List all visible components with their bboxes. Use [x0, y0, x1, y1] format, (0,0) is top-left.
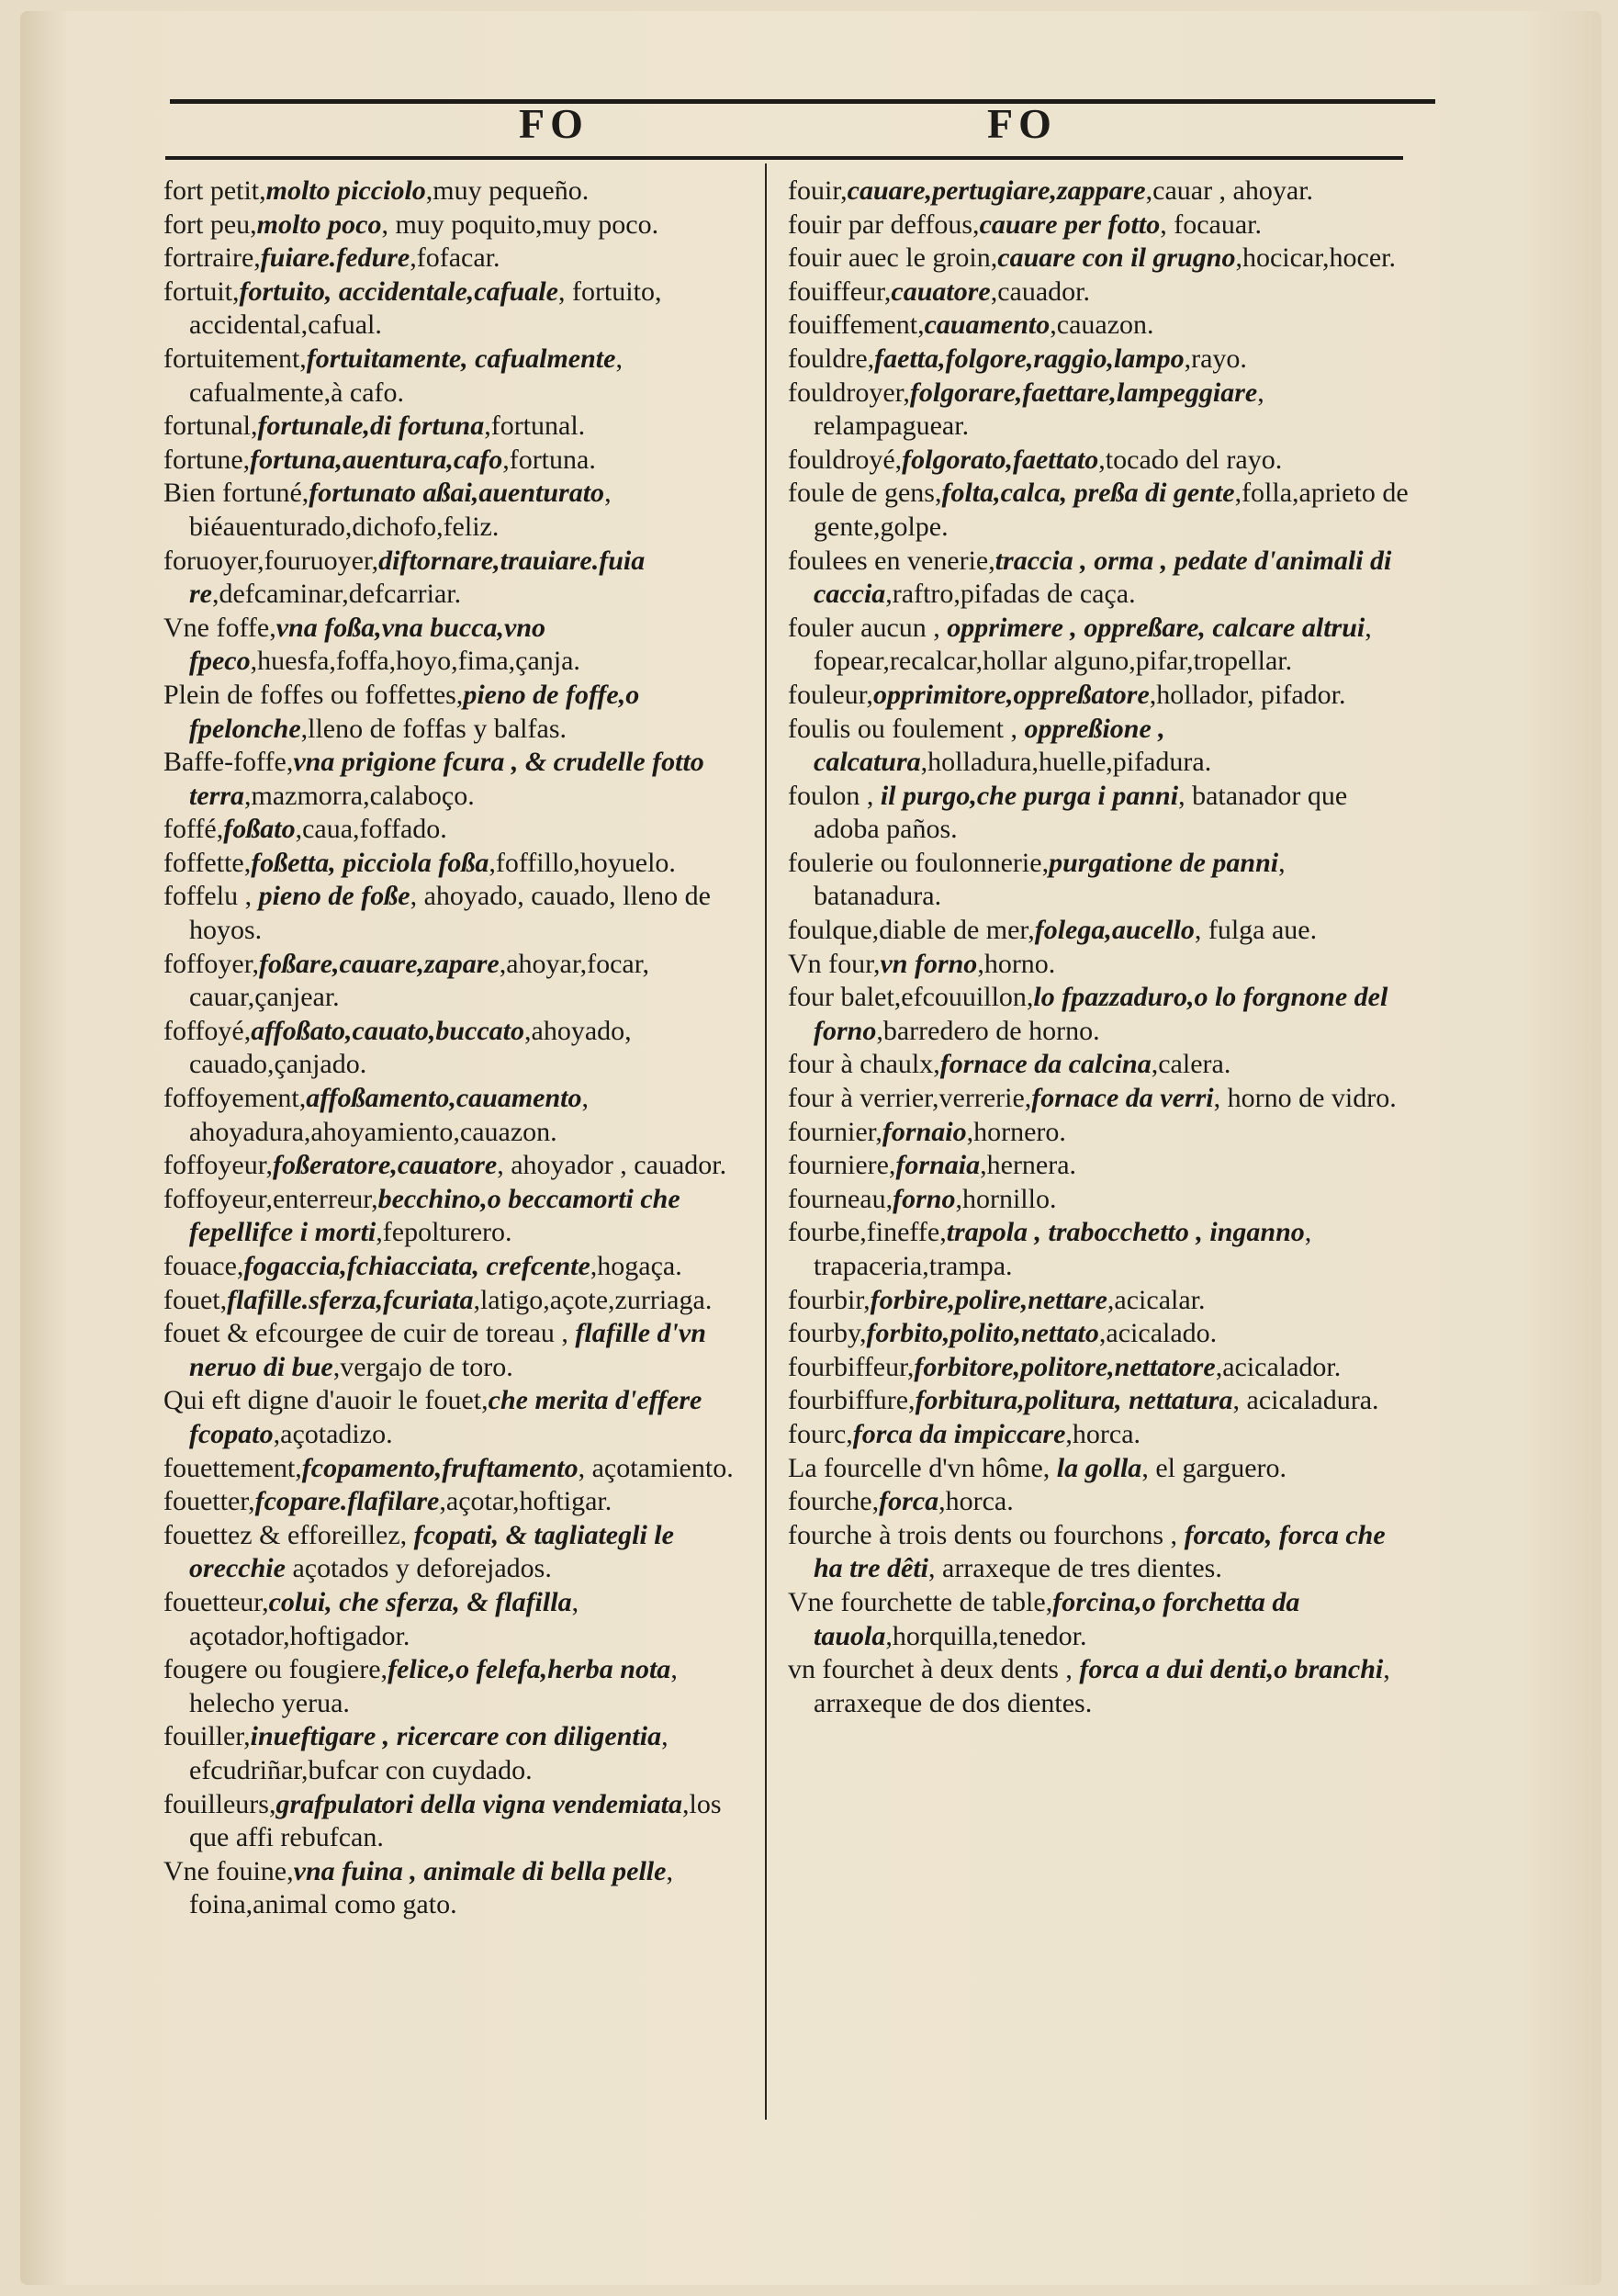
- entry-italian: pieno de foffe,o fpelonche: [189, 679, 640, 744]
- entry-italian: becchino,o beccamorti che fepellifce i morti: [189, 1183, 680, 1248]
- entry-headword: fouilleurs,: [163, 1788, 276, 1819]
- entry-spanish: ,tocado del rayo.: [1098, 444, 1283, 475]
- entry-spanish: ,cauador.: [990, 276, 1090, 307]
- entry-headword: fort peu,: [163, 208, 257, 240]
- entry-spanish: ,vergajo de toro.: [332, 1351, 513, 1382]
- dictionary-entry: [788, 612, 1412, 679]
- entry-spanish: ,muy pequeño.: [425, 175, 590, 206]
- entry-headword: four balet,efcouuillon,: [788, 982, 1034, 1013]
- entry-italian: colui, che sferza, & flafilla: [268, 1586, 572, 1617]
- entry-headword: fouiffeur,: [788, 276, 892, 307]
- entry-italian: fogaccia,fchiacciata, crefcente: [243, 1251, 590, 1281]
- entry-headword: fouettez & efforeillez,: [163, 1519, 414, 1550]
- entry-spanish: ,açotadizo.: [273, 1418, 393, 1449]
- entry-italian: inueftigare , ricercare con diligentia: [250, 1721, 662, 1752]
- entry-italian: felice,o felefa,herba nota: [388, 1654, 671, 1685]
- entry-italian: molto poco: [256, 208, 382, 240]
- entry-italian: fortunato aßai,auenturato: [309, 478, 605, 509]
- entry-headword: fouleur,: [788, 679, 873, 710]
- dictionary-entry: [788, 1183, 1412, 1217]
- entry-italian: fortuito, accidentale,cafuale: [239, 276, 558, 307]
- entry-italian: la golla: [1056, 1452, 1142, 1483]
- entry-spanish: , cafualmente,à cafo.: [189, 343, 623, 408]
- entry-italian: forbitura,politura, nettatura: [915, 1385, 1233, 1416]
- entry-italian: cauare,pertugiare,zappare: [847, 175, 1146, 206]
- entry-headword: fourc,: [788, 1418, 853, 1449]
- dictionary-entry: [788, 1653, 1412, 1720]
- entry-italian: che merita d'effere fcopato: [189, 1385, 702, 1449]
- entry-spanish: ,horca.: [938, 1486, 1014, 1517]
- entry-headword: foulerie ou foulonnerie,: [788, 847, 1050, 878]
- entry-italian: pieno de foße: [258, 881, 410, 912]
- dictionary-entry: [163, 1082, 760, 1149]
- entry-spanish: ,rayo.: [1184, 343, 1247, 374]
- dictionary-entry: [163, 1586, 760, 1653]
- entry-headword: fouldre,: [788, 343, 875, 374]
- entry-spanish: , açotador,hoftigador.: [189, 1586, 579, 1651]
- entry-italian: forbitore,politore,nettatore: [914, 1351, 1216, 1382]
- dictionary-entry: [163, 174, 760, 208]
- dictionary-entry: [788, 545, 1412, 612]
- entry-italian: forno: [893, 1183, 956, 1214]
- entry-spanish: ,fepolturero.: [376, 1217, 512, 1248]
- entry-headword: fougere ou fougiere,: [163, 1654, 388, 1685]
- entry-spanish: , batanador que adoba paños.: [814, 780, 1348, 845]
- entry-italian: fornaio: [882, 1116, 967, 1147]
- entry-spanish: ,hollador, pifador.: [1149, 679, 1346, 710]
- entry-italian: forca a dui denti,o branchi: [1079, 1654, 1384, 1685]
- dictionary-entry: [788, 1519, 1412, 1586]
- entry-spanish: ,acicalado.: [1098, 1318, 1218, 1349]
- entry-italian: folgorato,faettato: [902, 444, 1099, 475]
- entry-spanish: , fortuito, accidental,cafual.: [189, 276, 662, 341]
- header-rule: [165, 156, 1403, 160]
- entry-spanish: ,los que affi rebufcan.: [189, 1788, 722, 1853]
- dictionary-entry: [163, 847, 760, 881]
- dictionary-entry: [788, 780, 1412, 847]
- entry-headword: fouir auec le groin,: [788, 242, 998, 274]
- entry-italian: faetta,folgore,raggio,lampo: [874, 343, 1185, 374]
- dictionary-entry: [163, 343, 760, 410]
- entry-headword: fouiller,: [163, 1721, 251, 1752]
- entry-headword: fourche à trois dents ou fourchons ,: [788, 1519, 1185, 1550]
- dictionary-entry: [163, 276, 760, 343]
- dictionary-entry: [163, 1149, 760, 1183]
- dictionary-entry: [163, 1788, 760, 1855]
- entry-headword: foulque,diable de mer,: [788, 915, 1035, 946]
- dictionary-entry: [163, 1653, 760, 1720]
- entry-spanish: açotados y deforejados.: [285, 1553, 552, 1584]
- entry-italian: fornace da verri: [1031, 1083, 1214, 1114]
- entry-headword: Bien fortuné,: [163, 478, 309, 509]
- entry-headword: foulees en venerie,: [788, 545, 995, 576]
- dictionary-entry: [788, 1048, 1412, 1082]
- entry-italian: trapola , trabocchetto , inganno: [946, 1217, 1305, 1248]
- entry-headword: fouldroyer,: [788, 377, 910, 408]
- entry-italian: fuiare.fedure: [260, 242, 410, 274]
- entry-spanish: ,fofacar.: [410, 242, 500, 274]
- entry-headword: Vne fourchette de table,: [788, 1586, 1053, 1617]
- entry-spanish: , arraxeque de dos dientes.: [814, 1654, 1390, 1718]
- entry-headword: fourche,: [788, 1486, 880, 1517]
- entry-spanish: ,acicalador.: [1215, 1351, 1342, 1382]
- entry-spanish: ,horca.: [1065, 1418, 1141, 1449]
- entry-spanish: , horno de vidro.: [1213, 1083, 1397, 1114]
- dictionary-entry: [788, 1284, 1412, 1318]
- dictionary-entry: [163, 545, 760, 612]
- entry-spanish: ,ahoyar,focar, cauar,çanjear.: [189, 948, 650, 1013]
- entry-headword: fourbir,: [788, 1284, 871, 1315]
- entry-spanish: ,raftro,pifadas de caça.: [885, 579, 1136, 610]
- entry-spanish: , arraxeque de tres dientes.: [928, 1553, 1222, 1584]
- entry-spanish: , focauar.: [1160, 208, 1262, 240]
- entry-spanish: ,holladura,huelle,pifadura.: [920, 747, 1212, 778]
- entry-spanish: ,cauar , ahoyar.: [1145, 175, 1314, 206]
- entry-spanish: , fulga aue.: [1194, 915, 1318, 946]
- entry-headword: Vn four,: [788, 948, 881, 979]
- entry-spanish: ,cauazon.: [1050, 310, 1154, 341]
- entry-italian: folega,aucello: [1034, 915, 1195, 946]
- dictionary-entry: [163, 242, 760, 276]
- dictionary-entry: [788, 948, 1412, 982]
- dictionary-entry: [788, 477, 1412, 544]
- entry-headword: fourbiffeur,: [788, 1351, 915, 1382]
- entry-italian: foßeratore,cauatore: [273, 1150, 498, 1181]
- entry-spanish: ,mazmorra,calaboço.: [244, 780, 475, 811]
- entry-headword: foffelu ,: [163, 881, 259, 912]
- entry-spanish: ,horquilla,tenedor.: [885, 1620, 1087, 1651]
- dictionary-entry: [163, 1317, 760, 1384]
- entry-spanish: , efcudriñar,bufcar con cuydado.: [189, 1721, 669, 1785]
- entry-spanish: ,hernera.: [980, 1150, 1077, 1181]
- entry-headword: fort petit,: [163, 175, 266, 206]
- dictionary-entry: [788, 1418, 1412, 1452]
- dictionary-entry: [788, 847, 1412, 914]
- entry-headword: foffette,: [163, 847, 252, 878]
- entry-italian: fortuna,auentura,cafo: [250, 444, 503, 475]
- entry-headword: Vne fouine,: [163, 1855, 294, 1886]
- dictionary-entry: [163, 1183, 760, 1250]
- dictionary-entry: [788, 1216, 1412, 1283]
- entry-headword: foffoyer,: [163, 948, 260, 979]
- dictionary-entry: [163, 1452, 760, 1486]
- dictionary-entry: [163, 612, 760, 679]
- top-rule: [170, 99, 1435, 104]
- entry-italian: lo fpazzaduro,o lo forgnone del forno: [814, 982, 1388, 1046]
- entry-headword: fourby,: [788, 1318, 867, 1349]
- entry-headword: fouler aucun ,: [788, 612, 948, 643]
- entry-headword: foffoyeur,enterreur,: [163, 1183, 378, 1214]
- entry-spanish: ,defcaminar,defcarriar.: [212, 579, 462, 610]
- entry-italian: fcopamento,fruftamento: [301, 1452, 579, 1483]
- entry-headword: fouet,: [163, 1284, 228, 1315]
- entry-headword: Qui eft digne d'auoir le fouet,: [163, 1385, 489, 1416]
- entry-headword: fouir par deffous,: [788, 208, 980, 240]
- entry-italian: opprimere , oppreßare, calcare altrui: [947, 612, 1365, 643]
- entry-headword: fourbe,fineffe,: [788, 1217, 947, 1248]
- dictionary-entry: [788, 1116, 1412, 1150]
- dictionary-entry: [163, 1485, 760, 1519]
- entry-headword: fortune,: [163, 444, 251, 475]
- left-column: [163, 174, 760, 1922]
- entry-spanish: , muy poquito,muy poco.: [381, 208, 659, 240]
- entry-spanish: ,caua,foffado.: [295, 814, 447, 845]
- dictionary-entry: [788, 276, 1412, 310]
- entry-headword: La fourcelle d'vn hôme,: [788, 1452, 1057, 1483]
- dictionary-entry: [163, 1284, 760, 1318]
- entry-italian: foßare,cauare,zapare: [259, 948, 500, 979]
- entry-italian: diftornare,trauiare.fuia re: [189, 545, 646, 610]
- entry-headword: Baffe-foffe,: [163, 747, 294, 778]
- dictionary-entry: [163, 477, 760, 544]
- entry-headword: fournier,: [788, 1116, 882, 1147]
- entry-italian: cauare con il grugno: [997, 242, 1236, 274]
- entry-spanish: , biéauenturado,dichofo,feliz.: [189, 478, 612, 542]
- entry-italian: il purgo,che purga i panni: [880, 780, 1179, 811]
- entry-italian: cauatore: [891, 276, 991, 307]
- entry-headword: fouetter,: [163, 1486, 255, 1517]
- entry-italian: fornaia: [895, 1150, 981, 1181]
- entry-italian: cauamento: [924, 310, 1051, 341]
- entry-headword: fouir,: [788, 175, 848, 206]
- entry-spanish: ,latigo,açote,zurriaga.: [473, 1284, 713, 1315]
- entry-italian: forbire,polire,nettare: [870, 1284, 1107, 1315]
- entry-italian: purgatione de panni: [1049, 847, 1279, 878]
- entry-italian: flafille.sferza,fcuriata: [227, 1284, 474, 1315]
- dictionary-entry: [163, 444, 760, 478]
- entry-headword: fortuitement,: [163, 343, 307, 374]
- dictionary-entry: [163, 1384, 760, 1451]
- running-head-left: FO: [519, 100, 589, 147]
- dictionary-entry: [163, 1250, 760, 1284]
- dictionary-entry: [163, 679, 760, 746]
- entry-spanish: ,açotar,hoftigar.: [439, 1486, 612, 1517]
- entry-headword: four à chaulx,: [788, 1049, 940, 1080]
- entry-headword: foffoyé,: [163, 1015, 252, 1046]
- entry-headword: foffoyement,: [163, 1083, 307, 1114]
- entry-italian: fcopare.flafilare: [254, 1486, 440, 1517]
- entry-italian: affoßato,cauato,buccato: [251, 1015, 525, 1046]
- dictionary-entry: [788, 343, 1412, 377]
- entry-headword: foule de gens,: [788, 478, 942, 509]
- dictionary-entry: [163, 1015, 760, 1082]
- entry-italian: grafpulatori della vigna vendemiata: [275, 1788, 682, 1819]
- entry-italian: folgorare,faettare,lampeggiare: [909, 377, 1258, 408]
- entry-headword: vn fourchet à deux dents ,: [788, 1654, 1080, 1685]
- entry-headword: foffoyeur,: [163, 1150, 274, 1181]
- entry-headword: fortunal,: [163, 411, 258, 442]
- dictionary-entry: [788, 444, 1412, 478]
- entry-italian: affoßamento,cauamento: [306, 1083, 582, 1114]
- entry-italian: forcato, forca che ha tre dêti: [814, 1519, 1386, 1584]
- entry-headword: fourneau,: [788, 1183, 893, 1214]
- entry-headword: Plein de foffes ou foffettes,: [163, 679, 464, 710]
- running-head-right: FO: [987, 100, 1057, 147]
- entry-italian: vna prigione fcura , & crudelle fotto terra: [189, 747, 704, 811]
- entry-spanish: ,folla,aprieto de gente,golpe.: [814, 478, 1409, 542]
- entry-spanish: ,hocicar,hocer.: [1235, 242, 1397, 274]
- entry-headword: fouet & efcourgee de cuir de toreau ,: [163, 1318, 576, 1349]
- dictionary-entry: [788, 309, 1412, 343]
- column-divider: [765, 163, 767, 2120]
- dictionary-entry: [788, 1317, 1412, 1351]
- entry-italian: traccia , orma , pedate d'animali di caccia: [814, 545, 1392, 610]
- entry-headword: fortuit,: [163, 276, 240, 307]
- dictionary-entry: [163, 880, 760, 947]
- entry-headword: fouetteur,: [163, 1586, 269, 1617]
- entry-spanish: , ahoyador , cauador.: [497, 1150, 727, 1181]
- entry-headword: fouettement,: [163, 1452, 302, 1483]
- entry-spanish: , trapaceria,trampa.: [814, 1217, 1312, 1281]
- entry-italian: vn forno: [880, 948, 978, 979]
- dictionary-entry: [163, 410, 760, 444]
- entry-spanish: ,lleno de foffas y balfas.: [300, 713, 567, 744]
- entry-italian: fortuitamente, cafualmente: [306, 343, 616, 374]
- entry-spanish: , ahoyado, cauado, lleno de hoyos.: [189, 881, 711, 946]
- entry-italian: flafille d'vn neruo di bue: [189, 1318, 706, 1382]
- entry-italian: folta,calca, preßa di gente: [941, 478, 1235, 509]
- entry-italian: forcina,o forchetta da tauola: [814, 1586, 1300, 1651]
- dictionary-entry: [788, 713, 1412, 780]
- entry-italian: fornace da calcina: [939, 1049, 1152, 1080]
- dictionary-entry: [163, 1720, 760, 1787]
- dictionary-entry: [788, 1149, 1412, 1183]
- entry-headword: Vne foffe,: [163, 612, 276, 643]
- entry-spanish: ,huesfa,foffa,hoyo,fima,çanja.: [250, 646, 580, 677]
- entry-spanish: ,hogaça.: [590, 1251, 682, 1281]
- entry-italian: fcopati, & tagliategli le orecchie: [189, 1519, 674, 1584]
- entry-spanish: , batanadura.: [814, 847, 1286, 912]
- entry-italian: forca: [879, 1486, 939, 1517]
- entry-spanish: ,hornero.: [966, 1116, 1066, 1147]
- entry-headword: foulis ou foulement ,: [788, 713, 1025, 744]
- entry-spanish: ,fortunal.: [484, 411, 586, 442]
- dictionary-entry: [788, 1384, 1412, 1418]
- dictionary-entry: [788, 208, 1412, 242]
- entry-italian: vna fuina , animale di bella pelle: [293, 1855, 667, 1886]
- entry-headword: fouace,: [163, 1251, 244, 1281]
- entry-italian: molto picciolo: [265, 175, 426, 206]
- dictionary-entry: [788, 242, 1412, 276]
- entry-italian: forca da impiccare: [852, 1418, 1066, 1449]
- entry-italian: vna foßa,vna bucca,vno fpeco: [189, 612, 546, 677]
- entry-italian: oppreßione , calcatura: [814, 713, 1165, 778]
- dictionary-entry: [788, 1082, 1412, 1116]
- entry-headword: foulon ,: [788, 780, 881, 811]
- entry-headword: fouiffement,: [788, 310, 925, 341]
- dictionary-entry: [163, 813, 760, 847]
- entry-italian: cauare per fotto: [979, 208, 1161, 240]
- entry-headword: foffé,: [163, 814, 224, 845]
- entry-italian: fortunale,di fortuna: [257, 411, 485, 442]
- entry-headword: fortraire,: [163, 242, 261, 274]
- entry-italian: forbito,polito,nettato: [866, 1318, 1099, 1349]
- dictionary-entry: [163, 208, 760, 242]
- dictionary-entry: [788, 174, 1412, 208]
- entry-spanish: , relampaguear.: [814, 377, 1264, 442]
- dictionary-entry: [788, 679, 1412, 713]
- entry-spanish: , el garguero.: [1141, 1452, 1287, 1483]
- right-column: [788, 174, 1412, 1720]
- entry-headword: fourniere,: [788, 1150, 896, 1181]
- dictionary-entry: [788, 914, 1412, 948]
- dictionary-entry: [788, 1351, 1412, 1385]
- dictionary-entry: [788, 1452, 1412, 1486]
- entry-spanish: ,ahoyado, cauado,çanjado.: [189, 1015, 632, 1080]
- entry-spanish: ,calera.: [1151, 1049, 1231, 1080]
- dictionary-entry: [788, 1586, 1412, 1653]
- entry-spanish: , acicaladura.: [1232, 1385, 1379, 1416]
- entry-spanish: ,fortuna.: [502, 444, 596, 475]
- dictionary-entry: [163, 948, 760, 1015]
- entry-spanish: ,horno.: [977, 948, 1056, 979]
- entry-spanish: ,barredero de horno.: [876, 1015, 1100, 1046]
- entry-spanish: , fopear,recalcar,hollar alguno,pifar,tropellar.: [814, 612, 1372, 677]
- entry-italian: opprimitore,oppreßatore: [872, 679, 1150, 710]
- entry-spanish: ,hornillo.: [955, 1183, 1057, 1214]
- entry-headword: four à verrier,verrerie,: [788, 1083, 1032, 1114]
- dictionary-entry: [163, 1855, 760, 1922]
- entry-spanish: ,foffillo,hoyuelo.: [489, 847, 676, 878]
- dictionary-entry: [163, 1519, 760, 1586]
- entry-italian: foßato: [223, 814, 296, 845]
- entry-italian: foßetta, picciola foßa: [251, 847, 489, 878]
- entry-spanish: , ahoyadura,ahoyamiento,cauazon.: [189, 1083, 590, 1147]
- entry-headword: foruoyer,fouruoyer,: [163, 545, 379, 576]
- entry-spanish: , helecho yerua.: [189, 1654, 678, 1718]
- dictionary-entry: [788, 981, 1412, 1048]
- dictionary-entry: [163, 746, 760, 813]
- dictionary-entry: [788, 1485, 1412, 1519]
- entry-spanish: , foina,animal como gato.: [189, 1855, 673, 1920]
- entry-spanish: , açotamiento.: [578, 1452, 734, 1483]
- entry-headword: fourbiffure,: [788, 1385, 916, 1416]
- dictionary-entry: [788, 377, 1412, 444]
- entry-spanish: ,acicalar.: [1107, 1284, 1206, 1315]
- entry-headword: fouldroyé,: [788, 444, 903, 475]
